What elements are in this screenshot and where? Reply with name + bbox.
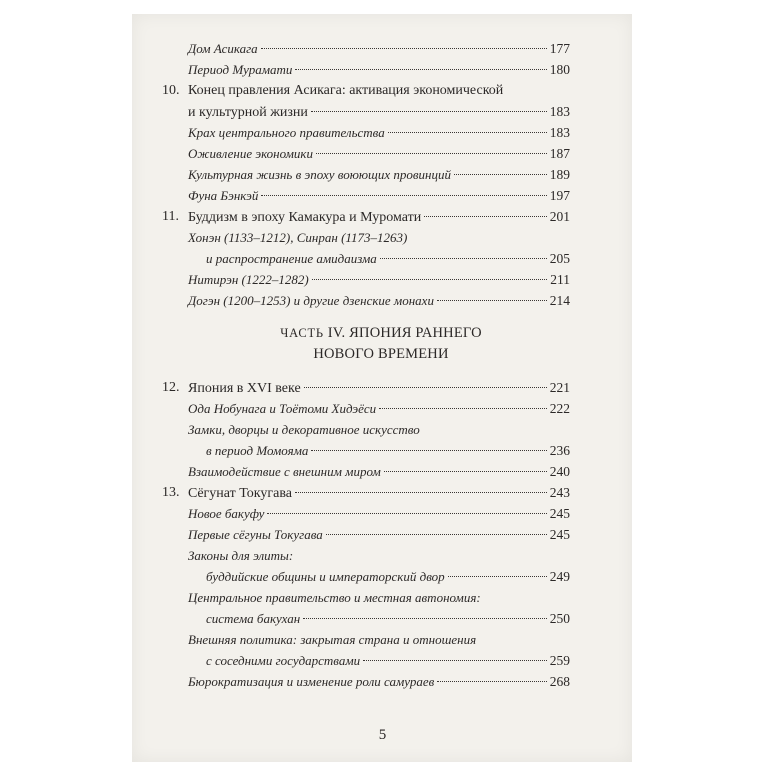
toc-page-number: 183 [549,104,570,119]
dot-leader [384,471,547,472]
toc-entry [162,398,570,419]
dot-leader [261,48,547,49]
toc-entry [162,440,570,461]
toc-entry [162,377,570,398]
toc-page-number: 221 [549,380,570,395]
toc-page-number: 236 [549,443,570,458]
toc-entry [162,503,570,524]
toc-entry [162,248,570,269]
toc-entry-title: Дом Асикага [188,41,258,56]
part-heading-line-2: НОВОГО ВРЕМЕНИ [313,346,449,362]
toc-page-number: 245 [549,506,570,521]
toc-entry [162,122,570,143]
toc-entry-title: с соседними государствами [206,653,361,668]
toc-entry [162,269,570,290]
toc-entry-title: Сёгунат Токугава [188,486,292,501]
toc-page-number: 268 [549,674,570,689]
chapter-number: 11. [162,209,179,224]
toc-entry-title: Культурная жизнь в эпоху воюющих провинций [188,167,451,182]
toc-page-number: 180 [549,62,570,77]
toc-page-number: 187 [549,146,570,161]
toc-entry [162,629,570,650]
toc-page-number: 201 [549,209,570,224]
dot-leader [316,153,547,154]
toc-page-number: 189 [549,167,570,182]
toc-page-number: 259 [549,653,570,668]
dot-leader [379,408,547,409]
toc-page-number: 177 [549,41,570,56]
toc-entry-title: Нитирэн (1222–1282) [188,272,309,287]
toc-entry-title: Взаимодействие с внешним миром [188,464,381,479]
dot-leader [304,387,547,388]
toc-entry-title: Догэн (1200–1253) и другие дзенские монахи [188,293,434,308]
toc-entry-title: Крах центрального правительства [188,125,385,140]
toc-entry [162,290,570,311]
toc-page-number: 214 [549,293,570,308]
toc-entry-title: Оживление экономики [188,146,314,161]
toc-entry [162,227,570,248]
toc-entry [162,101,570,122]
chapter-number: 13. [162,485,180,500]
toc-entry-title: Хонэн (1133–1212), Синран (1173–1263) [188,230,408,245]
dot-leader [388,132,547,133]
toc-entry [162,608,570,629]
dot-leader [326,534,547,535]
dot-leader [437,681,546,682]
chapter-number: 10. [162,83,180,98]
toc-entry-title: Ода Нобунага и Тоётоми Хидэёси [188,401,377,416]
toc-entry [162,650,570,671]
toc-entry-title: Период Мурамати [188,62,293,77]
toc-entry [162,206,570,227]
toc-entry-title: Буддизм в эпоху Камакура и Муромати [188,210,422,225]
toc-entry-title: Внешняя политика: закрытая страна и отношения [188,632,477,647]
toc-page-number: 243 [549,485,570,500]
toc-entry-title: Фуна Бэнкэй [188,188,259,203]
toc-entry-title: Законы для элиты: [188,548,294,563]
toc-page-number: 240 [549,464,570,479]
chapter-number: 12. [162,380,180,395]
toc-entry-title: система бакухан [206,611,301,626]
toc-entry-title: Центральное правительство и местная автономия: [188,590,481,605]
toc-page-number: 222 [549,401,570,416]
toc-page-number: 205 [549,251,570,266]
dot-leader [267,513,546,514]
toc-list-part-four [162,377,570,692]
toc-entry [162,566,570,587]
toc-entry [162,482,570,503]
dot-leader [312,279,548,280]
toc-entry [162,587,570,608]
page-number: 5 [378,727,387,743]
toc-entry [162,185,570,206]
toc-page-number: 245 [549,527,570,542]
toc-entry-title: и распространение амидаизма [206,251,377,266]
dot-leader [311,111,547,112]
toc-entry-title: Первые сёгуны Токугава [188,527,323,542]
toc-page-number: 250 [549,611,570,626]
toc-page-number: 211 [550,272,570,287]
dot-leader [424,216,547,217]
part-heading [192,323,570,365]
dot-leader [380,258,547,259]
toc-entry [162,524,570,545]
toc-entry [162,461,570,482]
toc-entry-title: в период Момояма [206,443,309,458]
toc-entry [162,38,570,59]
dot-leader [261,195,546,196]
dot-leader [295,492,547,493]
dot-leader [454,174,547,175]
toc-page-number: 183 [549,125,570,140]
toc-entry [162,671,570,692]
toc-entry-title: Замки, дворцы и декоративное искусство [188,422,420,437]
toc-entry [162,419,570,440]
toc-entry [162,545,570,566]
dot-leader [363,660,547,661]
toc-entry-title: буддийские общины и императорский двор [206,569,445,584]
toc-entry-title: Бюрократизация и изменение роли самураев [188,674,435,689]
toc-entry [162,143,570,164]
toc-entry-title: Новое бакуфу [188,506,265,521]
toc-entry-title: и культурной жизни [188,105,308,120]
table-of-contents [162,38,570,692]
toc-entry [162,59,570,80]
toc-entry-title: Япония в XVI веке [188,381,301,396]
toc-entry [162,80,570,101]
dot-leader [303,618,547,619]
toc-entry [162,164,570,185]
part-heading-line-1: ЧАСТЬ IV. ЯПОНИЯ РАННЕГО [280,325,482,341]
dot-leader [437,300,547,301]
toc-entry-title: Конец правления Асикага: активация экономической [188,83,504,98]
toc-page-number: 197 [549,188,570,203]
toc-list-part-three-end [162,38,570,311]
dot-leader [311,450,546,451]
dot-leader [295,69,546,70]
dot-leader [448,576,547,577]
toc-page-number: 249 [549,569,570,584]
